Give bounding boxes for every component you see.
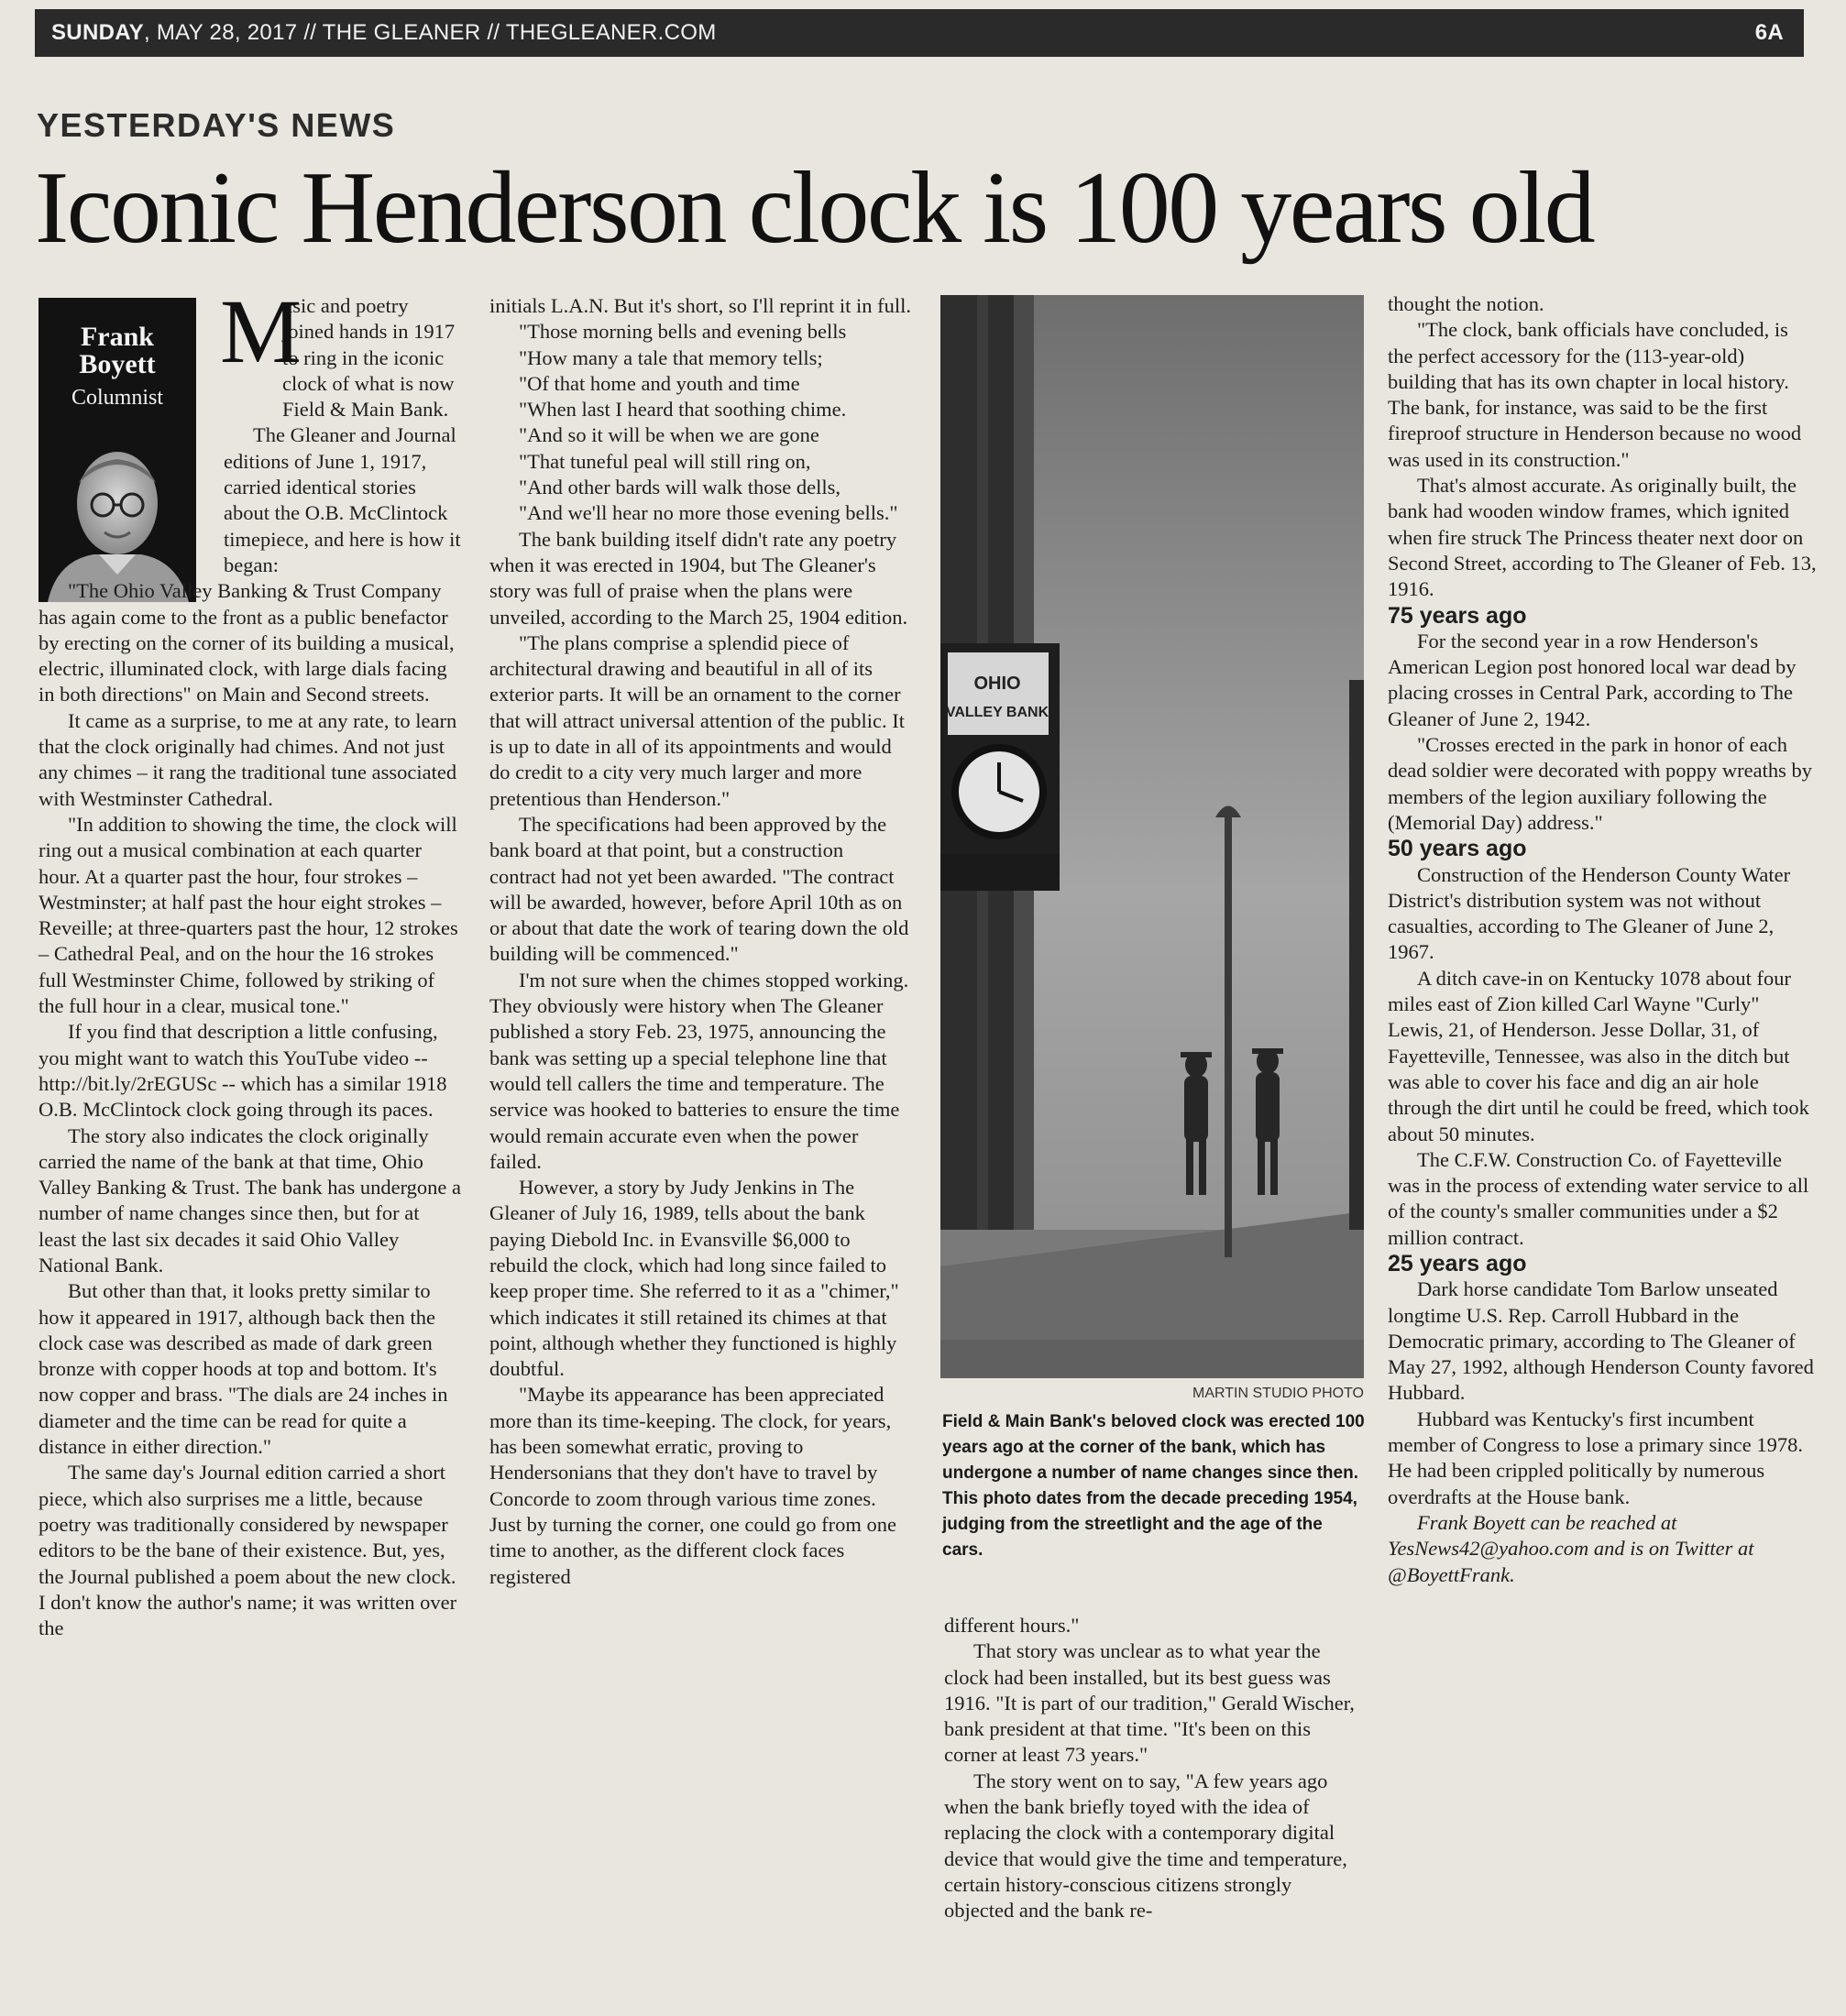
paragraph: The specifications had been approved by the bank board at that point, but a construction contract had not yet been awarded. "The contract will be awarded, however, before April 10th as on or about that date the work of tearing down the old building will be commenced."	[489, 812, 909, 966]
drop-cap: M	[220, 280, 302, 382]
paragraph: The C.F.W. Construction Co. of Fayetteville was in the process of extending water service to all of the county's smaller communities under a $2 million contract.	[1388, 1147, 1809, 1249]
lead-text-2: The Gleaner and Journal editions of June 1, 1917, carried identical stories about the O.B. McClintock timepiece, and here is how it began:	[224, 423, 461, 576]
poem-line: "And other bards will walk those dells,	[519, 476, 841, 499]
paragraph: That's almost accurate. As originally built, the bank had wooden window frames, which ignited when fire struck The Princess theater next door on Second Street, according to The Gleaner of Feb. 13, 1916.	[1388, 474, 1817, 601]
lead-paragraph	[38, 280, 462, 578]
page-number: 6A	[1754, 20, 1784, 45]
poem-line: "Of that home and youth and time	[519, 371, 800, 395]
subhead-75-years: 75 years ago	[1388, 602, 1527, 629]
paragraph: "Maybe its appearance has been appreciated more than its time-keeping. The clock, for years, has been somewhat erratic, proving to Hendersonians that they don't have to travel by Concorde to zoom through various time zones. Just by turning the corner, one could go from one time to another, as the different clock faces registered	[489, 1383, 897, 1588]
photo-caption: Field & Main Bank's beloved clock was erected 100 years ago at the corner of the bank, which has undergone a number of name changes since then. This photo dates from the decade preceding 1954, judging from the streetlight and the age of the cars.	[942, 1412, 1365, 1560]
clock-sign-line-1: OHIO	[973, 674, 1021, 694]
clock-photo	[940, 295, 1364, 1378]
author-signoff: Frank Boyett can be reached at YesNews42@yahoo.com and is on Twitter at @BoyettFrank.	[1388, 1510, 1754, 1586]
poem-line: "How many a tale that memory tells;	[519, 345, 823, 369]
paragraph: initials L.A.N. But it's short, so I'll reprint it in full.	[489, 294, 911, 317]
paragraph: Construction of the Henderson County Water District's distribution system was not without casualties, according to The Gleaner of June 2, 1967.	[1388, 862, 1791, 964]
poem-line: "That tuneful peal will still ring on,	[519, 449, 811, 473]
poem-line: "And so it will be when we are gone	[519, 423, 819, 447]
paragraph: If you find that description a little confusing, you might want to watch this YouTube video -- http://bit.ly/2rEGUSc -- which has a similar 1918 O.B. McClintock clock going through its paces.	[38, 1020, 447, 1122]
page-header-bar	[35, 9, 1804, 57]
paragraph: The story went on to say, "A few years ago when the bank briefly toyed with the idea of replacing the clock with a contemporary digital device that would give the time and temperature, certain history-conscious citizens strongly objected and the bank re-	[944, 1769, 1347, 1923]
paragraph: The story also indicates the clock originally carried the name of the bank at that time, Ohio Valley Banking & Trust. The bank has undergone a number of name changes since then, but for at least the last six decades it said Ohio Valley National Bank.	[38, 1123, 461, 1276]
lead-text: usic and poetry joined hands in 1917 to ring in the iconic clock of what is now Field & Main Bank.	[282, 294, 456, 422]
poem-line: "Those morning bells and evening bells	[519, 320, 847, 344]
poem-line: "When last I heard that soothing chime.	[519, 398, 847, 422]
paragraph: Hubbard was Kentucky's first incumbent member of Congress to lose a primary since 1978. He had been crippled politically by numerous overdrafts at the House bank.	[1388, 1407, 1804, 1508]
paragraph: different hours."	[944, 1614, 1080, 1637]
paragraph: "The Ohio Valley Banking & Trust Company has again come to the front as a public benefactor by erecting on the corner of its building a musical, electric, illuminated clock, with large dials facing in both directions" on Main and Second streets.	[38, 579, 455, 707]
article-column-2	[489, 293, 913, 1590]
poem-line: "And we'll hear no more those evening bells."	[519, 501, 898, 525]
paragraph: For the second year in a row Henderson's American Legion post honored local war dead by placing crosses in Central Park, according to The Gleaner of June 2, 1942.	[1388, 629, 1797, 730]
header-day: SUNDAY	[51, 20, 144, 45]
header-dateline	[51, 9, 716, 57]
columnist-last-name: Boyett	[79, 349, 156, 379]
paragraph: A ditch cave-in on Kentucky 1078 about four miles east of Zion killed Carl Wayne "Curly" Lewis, 21, of Henderson. Jesse Dollar, 31, of Fayetteville, Tennessee, was also in the ditch but was able to cover his face and dig an air hole through the dirt until he could be freed, which took about 50 minutes.	[1388, 966, 1809, 1145]
paragraph: That story was unclear as to what year the clock had been installed, but its best guess was 1916. "It is part of our tradition," Gerald Wischer, bank president at that time. "It's been on this corner at least 73 years."	[944, 1639, 1355, 1767]
columnist-title: Columnist	[71, 386, 164, 410]
columnist-first-name: Frank	[80, 322, 154, 352]
paragraph: "The clock, bank officials have concluded, is the perfect accessory for the (113-year-old) building that has its own chapter in local history. The bank, for instance, was said to be the first fireproof structure in Henderson because no wood was used in its construction."	[1388, 318, 1802, 471]
header-date-rest: , MAY 28, 2017 // THE GLEANER // THEGLEANER.COM	[143, 20, 717, 45]
paragraph: "Crosses erected in the park in honor of each dead soldier were decorated with poppy wreaths by members of the legion auxiliary following the (Memorial Day) address."	[1388, 733, 1812, 834]
paragraph: However, a story by Judy Jenkins in The Gleaner of July 16, 1989, tells about the bank paying Diebold Inc. in Evansville $6,000 to rebuild the clock, which had long since failed to keep proper time. She referred to it as a "chimer," which indicates it still retained its chimes at that point, although whether they functioned is highly doubtful.	[489, 1176, 899, 1381]
headline: Iconic Henderson clock is 100 years old	[35, 151, 1594, 265]
paragraph: But other than that, it looks pretty similar to how it appeared in 1917, although back then the clock case was described as made of dark green bronze with copper hoods at top and bottom. It's now copper and brass. "The dials are 24 inches in diameter and the time can be read for quite a distance in either direction."	[38, 1279, 448, 1459]
subhead-50-years: 50 years ago	[1388, 836, 1527, 862]
section-label: YESTERDAY'S NEWS	[37, 106, 396, 144]
subhead-25-years: 25 years ago	[1388, 1250, 1527, 1276]
paragraph: The bank building itself didn't rate any poetry when it was erected in 1904, but The Gleaner's story was full of praise when the plans were unveiled, according to the March 25, 1904 edition.	[489, 527, 908, 629]
paragraph: It came as a surprise, to me at any rate, to learn that the clock originally had chimes. And not just any chimes – it rang the traditional tune associated with Westminster Cathedral.	[38, 708, 457, 810]
paragraph: Dark horse candidate Tom Barlow unseated longtime U.S. Rep. Carroll Hubbard in the Democratic primary, according to The Gleaner of May 27, 1992, although Henderson County favored Hubbard.	[1388, 1277, 1814, 1405]
paragraph: "The plans comprise a splendid piece of architectural drawing and beautiful in all of its exterior parts. It will be an ornament to the corner that will attract universal attention of the public. It is up to date in all of its appointments and would do credit to a city very much larger and more pretentious than Henderson."	[489, 630, 905, 810]
paragraph: I'm not sure when the chimes stopped working. They obviously were history when The Gleaner published a story Feb. 23, 1975, announcing the bank was setting up a special telephone line that would tell callers the time and temperature. The service was hooked to batteries to ensure the time would remain accurate even when the power failed.	[489, 968, 909, 1173]
clock-sign-line-2: VALLEY BANK	[945, 705, 1049, 720]
paragraph: thought the notion.	[1388, 292, 1544, 315]
article-column-3	[944, 1613, 1366, 1924]
photo-credit: MARTIN STUDIO PHOTO	[1192, 1386, 1364, 1401]
paragraph: The same day's Journal edition carried a short piece, which also surprises me a little, because poetry was traditionally considered by newspaper editors to be the bane of their existence. But, yes, the Journal published a poem about the new clock. I don't know the author's name; it was written over the	[38, 1461, 457, 1640]
article-column-1	[38, 280, 462, 1641]
article-column-4	[1388, 291, 1817, 1588]
paragraph: "In addition to showing the time, the clock will ring out a musical combination at each quarter hour. At a quarter past the hour, four strokes – Westminster; at half past the hour eight strokes – Reveille; at three-quarters past the hour, 12 strokes – Cathedral Peal, and on the hour the 16 strokes full Westminster Chime, followed by striking of the full hour in a clear, musical tone."	[38, 812, 458, 1018]
